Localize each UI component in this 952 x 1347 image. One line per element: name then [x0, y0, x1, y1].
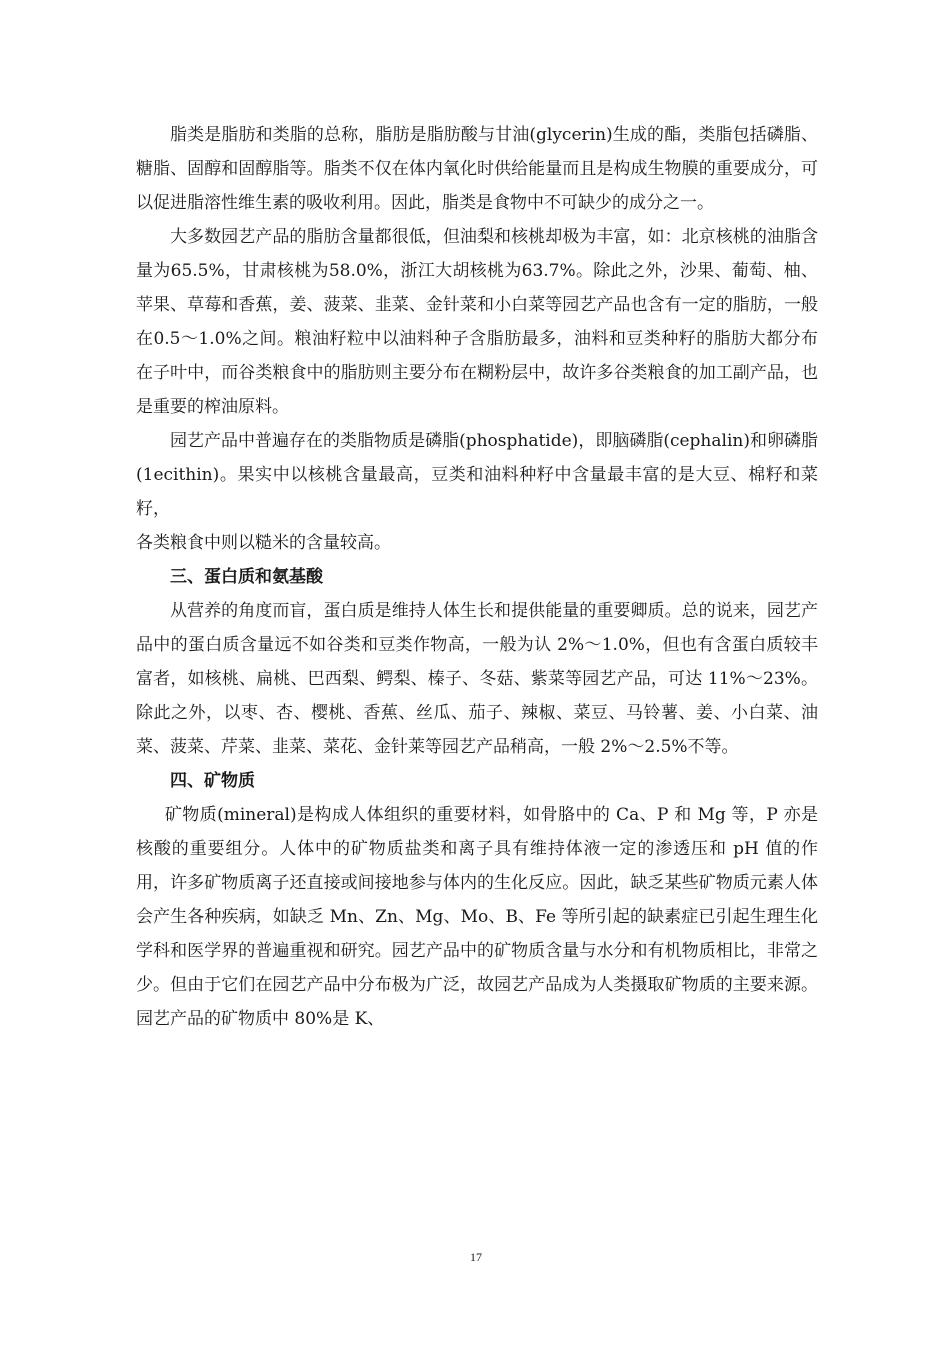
paragraph-grain-phosphatide: 各类粮食中则以糙米的含量较高。 [136, 533, 391, 553]
paragraph-lipids-definition: 脂类是脂肪和类脂的总称，脂肪是脂肪酸与甘油(glycerin)生成的酯，类脂包括磷脂、糖脂、固醇和固醇脂等。脂类不仅在体内氧化时供给能量而且是构成生物膜的重要成分，可以促进脂溶性维生素的吸收利用。因此，脂类是食物中不可缺少的成分之一。 [136, 125, 818, 213]
paragraph-protein: 从营养的角度而盲，蛋白质是维持人体生长和提供能量的重要卿质。总的说来，园艺产品中的蛋白质含量远不如谷类和豆类作物高，一般为认 2%～1.0%，但也有含蛋白质较丰富者，如核桃、扁桃、巴西梨、鳄梨、榛子、冬菇、紫菜等园艺产品，可达 11%～23%。除此之外，以枣、杏、樱桃、香蕉、丝瓜、茄子、辣椒、菜豆、马铃薯、姜、小白菜、油菜、菠菜、芹菜、韭菜、菜花、金针莱等园艺产品稍高，一般 2%～2.5%不等。 [136, 601, 818, 757]
page-number: 17 [470, 1250, 482, 1264]
paragraph-phosphatide: 园艺产品中普遍存在的类脂物质是磷脂(phosphatide)，即脑磷脂(cephalin)和卵磷脂(1ecithin)。果实中以核桃含量最高，豆类和油料种籽中含量最丰富的是大豆、棉籽和菜籽， [136, 431, 818, 519]
page-body [136, 118, 818, 1036]
section-heading-minerals: 四、矿物质 [170, 771, 255, 791]
section-heading-protein: 三、蛋白质和氨基酸 [170, 567, 323, 587]
paragraph-fat-content: 大多数园艺产品的脂肪含量都很低，但油梨和核桃却极为丰富，如：北京核桃的油脂含量为65.5%，甘肃核桃为58.0%，浙江大胡核桃为63.7%。除此之外，沙果、葡萄、柚、苹果、草莓和香蕉，姜、菠菜、韭菜、金针菜和小白菜等园艺产品也含有一定的脂肪，一般在0.5～1.0%之间。粮油籽粒中以油料种子含脂肪最多，油料和豆类种籽的脂肪大都分布在子叶中，而谷类粮食中的脂肪则主要分布在糊粉层中，故许多谷类粮食的加工副产品，也是重要的榨油原料。 [136, 227, 818, 417]
paragraph-minerals: 矿物质(mineral)是构成人体组织的重要材料，如骨胳中的 Ca、P 和 Mg 等，P 亦是核酸的重要组分。人体中的矿物质盐类和离子具有维持体液一定的渗透压和 pH 值的作用，许多矿物质离子还直接或间接地参与体内的生化反应。因此，缺乏某些矿物质元素人体会产生各种疾病，如缺乏 Mn、Zn、Mg、Mo、B、Fe 等所引起的缺素症已引起生理生化学科和医学界的普遍重视和研究。园艺产品中的矿物质含量与水分和有机物质相比，非常之少。但由于它们在园艺产品中分布极为广泛，故园艺产品成为人类摄取矿物质的主要来源。园艺产品的矿物质中 80%是 K、 [136, 805, 818, 1029]
